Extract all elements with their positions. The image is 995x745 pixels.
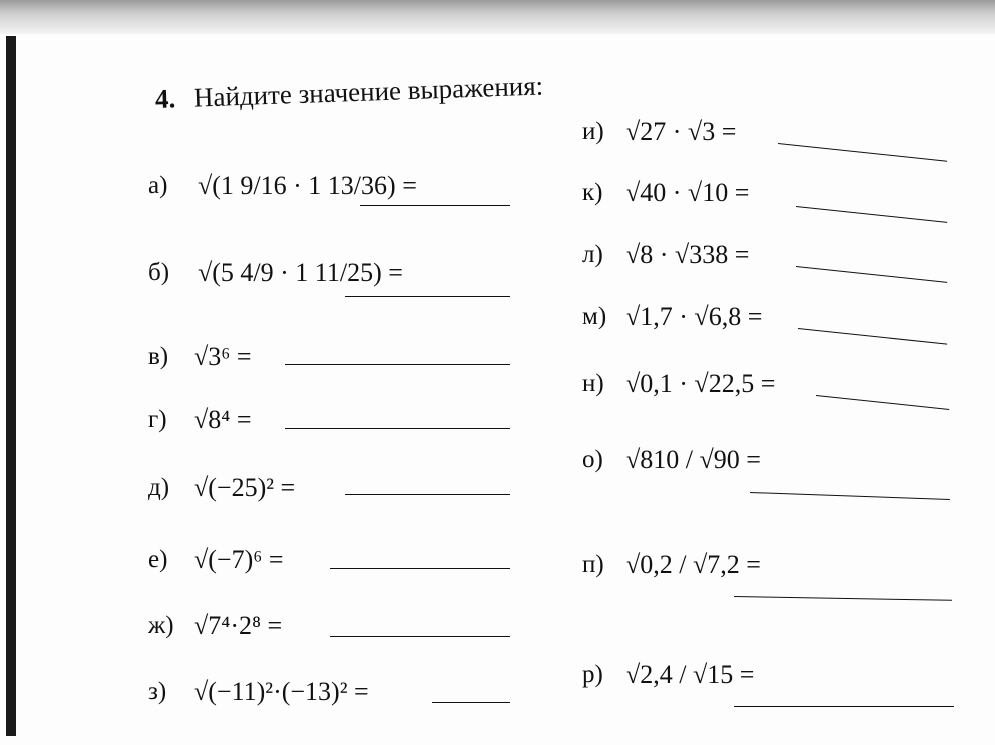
answer-line-z[interactable] — [432, 702, 510, 703]
exercise-m — [582, 297, 762, 337]
answer-line-g[interactable] — [285, 428, 510, 429]
answer-line-zh[interactable] — [330, 636, 510, 637]
exercise-r — [582, 655, 754, 695]
answer-line-d[interactable] — [345, 494, 510, 495]
exercise-label: а) — [148, 172, 168, 199]
exercise-expression: √40 · √10 = — [626, 178, 750, 207]
scan-shadow — [0, 0, 995, 34]
answer-line-i[interactable] — [778, 143, 947, 162]
exercise-label: и) — [582, 118, 604, 145]
answer-line-e[interactable] — [330, 568, 510, 569]
exercise-label: о) — [582, 446, 603, 473]
answer-line-a[interactable] — [360, 205, 510, 206]
exercise-expression: √7⁴·2⁸ = — [194, 611, 283, 640]
exercise-expression: √8 · √338 = — [626, 240, 750, 269]
exercise-expression: √(−11)²·(−13)² = — [194, 677, 369, 706]
exercise-l — [582, 235, 749, 275]
exercise-label: г) — [148, 406, 167, 433]
exercise-o — [582, 440, 761, 480]
exercise-expression: √(−7)⁶ = — [194, 545, 284, 574]
task-title: Найдите значение выражения: — [193, 70, 544, 113]
exercise-expression: √27 · √3 = — [626, 117, 737, 146]
exercise-label: в) — [148, 343, 169, 370]
exercise-expression: √2,4 / √15 = — [626, 660, 755, 689]
exercise-p — [582, 545, 761, 585]
exercise-d — [148, 468, 295, 508]
exercise-label: д) — [148, 474, 170, 501]
exercise-label: м) — [582, 303, 607, 330]
exercise-label: з) — [148, 678, 167, 705]
answer-line-b[interactable] — [345, 296, 510, 297]
exercise-label: е) — [148, 546, 168, 573]
answer-line-k[interactable] — [796, 206, 947, 223]
exercise-a — [148, 166, 417, 206]
answer-line-l[interactable] — [796, 266, 947, 283]
exercise-zh — [148, 606, 282, 646]
exercise-expression: √8⁴ = — [194, 405, 252, 434]
exercise-label: к) — [582, 179, 603, 206]
exercise-v — [148, 337, 252, 377]
task-number: 4. — [154, 83, 176, 114]
exercise-label: р) — [582, 661, 603, 688]
exercise-expression: √0,1 · √22,5 = — [626, 369, 776, 398]
exercise-label: н) — [582, 370, 604, 397]
task-heading — [154, 70, 543, 115]
exercise-label: ж) — [148, 612, 174, 639]
answer-line-o[interactable] — [750, 492, 950, 500]
exercise-label: л) — [582, 241, 603, 268]
answer-line-r[interactable] — [734, 706, 954, 707]
exercise-expression: √810 / √90 = — [626, 445, 761, 474]
page-edge — [6, 36, 16, 736]
exercise-label: п) — [582, 551, 604, 578]
exercise-g — [148, 400, 252, 440]
exercise-n — [582, 364, 775, 404]
exercise-expression: √(1 9/16 · 1 13/36) = — [198, 171, 417, 200]
exercise-expression: √0,2 / √7,2 = — [626, 550, 761, 579]
exercise-z — [148, 672, 369, 712]
exercise-expression: √(5 4/9 · 1 11/25) = — [198, 258, 403, 287]
exercise-expression: √(−25)² = — [194, 473, 296, 502]
exercise-expression: √3⁶ = — [194, 342, 252, 371]
answer-line-p[interactable] — [734, 596, 952, 601]
exercise-k — [582, 173, 749, 213]
answer-line-v[interactable] — [285, 364, 510, 365]
exercise-e — [148, 540, 283, 580]
exercise-b — [148, 253, 403, 293]
answer-line-n[interactable] — [816, 395, 949, 410]
answer-line-m[interactable] — [798, 328, 947, 345]
exercise-label: б) — [148, 259, 170, 286]
exercise-expression: √1,7 · √6,8 = — [626, 302, 763, 331]
exercise-i — [582, 112, 736, 152]
